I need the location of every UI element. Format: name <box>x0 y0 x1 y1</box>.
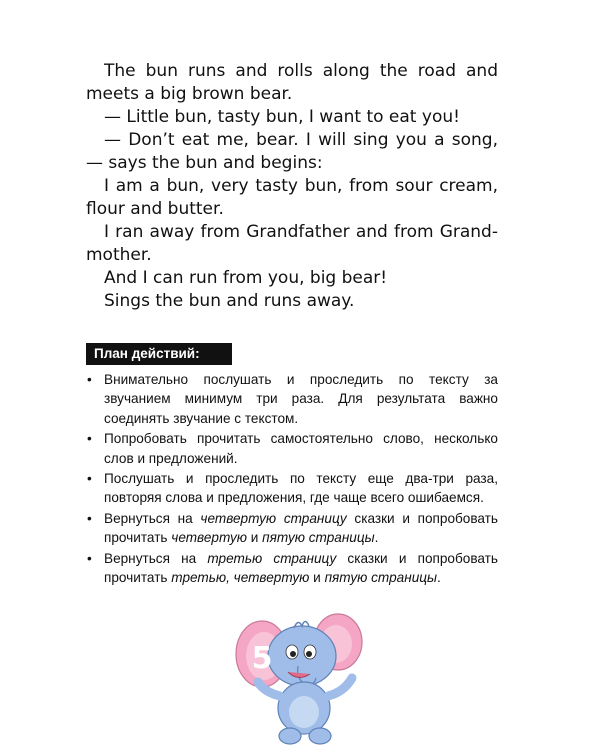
elephant-illustration <box>232 612 372 748</box>
bullet-icon: • <box>87 471 92 487</box>
plan-list <box>86 370 498 588</box>
plan-item <box>86 370 498 428</box>
plan-item <box>86 429 498 468</box>
story-line: The bun runs and rolls along the road and meets a big brown bear. <box>86 61 498 104</box>
page-number: 5 <box>251 641 273 676</box>
story-text <box>86 60 498 313</box>
story-line: — Don’t eat me, bear. I will sing you a song, — says the bun and begins: <box>86 130 498 173</box>
plan-item <box>86 509 498 548</box>
plan-item-text-part: Вернуться на <box>104 510 201 526</box>
plan-item-emphasis: четвертую <box>171 530 248 546</box>
plan-item-text-part: . <box>437 570 441 586</box>
plan-item-text: Попробовать прочитать самостоятельно слово, несколько слов и предложений. <box>104 431 498 466</box>
plan-item <box>86 549 498 588</box>
bullet-icon: • <box>87 431 92 447</box>
plan-item-text-part: сказки и попробовать прочитать <box>104 510 498 546</box>
plan-item <box>86 469 498 508</box>
plan-item-text: Послушать и проследить по тексту еще два-три раза, повторяя слова и предложения, где чаще всего ошибаемся. <box>104 471 498 506</box>
bullet-icon: • <box>87 372 92 387</box>
plan-item-emphasis: третью, четвертую <box>171 570 310 586</box>
story-line: — Little bun, tasty bun, I want to eat you! <box>104 107 460 127</box>
plan-item-text-part: сказки и попробовать прочитать <box>104 550 498 586</box>
story-line: I ran away from Grandfather and from Grand-mother. <box>86 222 498 265</box>
plan-item-emphasis: пятую страницы <box>324 570 438 586</box>
elephant-mascot <box>232 612 372 748</box>
bullet-icon: • <box>87 550 92 566</box>
story-line: I am a bun, very tasty bun, from sour cream, flour and butter. <box>86 176 498 219</box>
plan-item-text: Внимательно послушать и проследить по тексту за звучанием минимум три раза. Для результата важно соединять звучание с текстом. <box>104 372 498 426</box>
plan-item-text-part: и <box>309 570 325 586</box>
plan-item-emphasis: пятую страницы <box>262 530 375 546</box>
plan-title: План действий: <box>86 343 232 365</box>
story-line: Sings the bun and runs away. <box>104 291 355 311</box>
plan-item-emphasis: третью страницу <box>207 550 337 566</box>
plan-item-emphasis: четвертую страницу <box>200 510 347 526</box>
plan-item-text-part: Вернуться на <box>104 550 208 566</box>
bullet-icon: • <box>87 510 92 526</box>
plan-item-text-part: . <box>374 530 379 546</box>
plan-item-text-part: и <box>247 530 263 546</box>
story-line: And I can run from you, big bear! <box>104 268 388 288</box>
